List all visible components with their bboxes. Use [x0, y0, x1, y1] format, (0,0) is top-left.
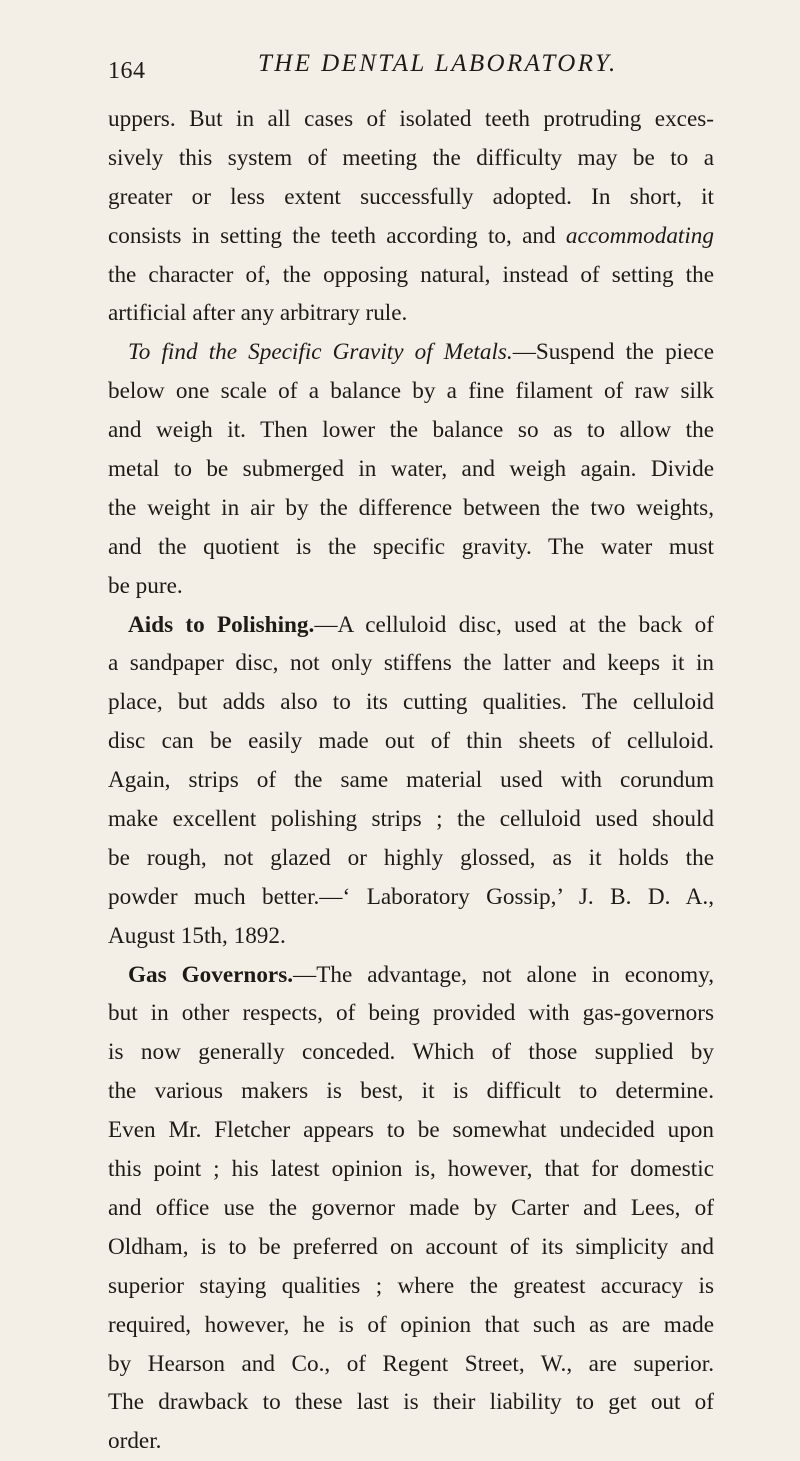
text-line: August 15th, 1892. — [108, 922, 286, 949]
text-line: metal to be submerged in water, and weigh again. Divide — [108, 456, 714, 483]
text-line: be rough, not glazed or highly glossed, as it holds the — [108, 844, 714, 871]
text-line — [108, 333, 714, 372]
section-heading-specific-gravity: To find the Specific Gravity of Metals. — [128, 339, 513, 366]
section-heading-aids-to-polishing: Aids to Polishing. — [128, 611, 315, 638]
text-line: a sandpaper disc, not only stiffens the latter and keeps it in — [108, 650, 714, 677]
text-line: Oldham, is to be preferred on account of its simplicity and — [108, 1233, 714, 1260]
text-line: uppers. But in all cases of isolated teeth protruding exces- — [108, 106, 714, 132]
text-line — [108, 956, 714, 995]
page-header — [108, 50, 714, 84]
text-run: —The advantage, not alone in economy, — [293, 961, 715, 988]
text-line: Again, strips of the same material used with corundum — [108, 767, 714, 794]
text-line: sively this system of meeting the difficulty may be to a — [108, 144, 714, 171]
text-line: Even Mr. Fletcher appears to be somewhat undecided upon — [108, 1117, 714, 1144]
text-line — [108, 217, 714, 256]
body-text — [108, 100, 714, 1461]
text-line: order. — [108, 1428, 162, 1455]
text-line: the weight in air by the difference between the two weights, — [108, 494, 714, 521]
text-run: consists in setting the teeth according to, and — [108, 222, 566, 249]
text-line: and the quotient is the specific gravity. The water must — [108, 533, 714, 560]
text-line: and weigh it. Then lower the balance so as to allow the — [108, 417, 714, 444]
running-title: THE DENTAL LABORATORY. — [258, 50, 618, 77]
text-line: by Hearson and Co., of Regent Street, W., are superior. — [108, 1350, 714, 1377]
text-line: greater or less extent successfully adopted. In short, it — [108, 183, 714, 210]
text-line: place, but adds also to its cutting qualities. The celluloid — [108, 689, 714, 716]
text-line: disc can be easily made out of thin sheets of celluloid. — [108, 728, 714, 755]
text-line: but in other respects, of being provided with gas-governors — [108, 1000, 714, 1027]
section-heading-gas-governors: Gas Governors. — [128, 961, 294, 988]
text-line: below one scale of a balance by a fine filament of raw silk — [108, 378, 714, 405]
text-line: be pure. — [108, 572, 183, 599]
text-line: make excellent polishing strips ; the celluloid used should — [108, 806, 714, 833]
text-line: the character of, the opposing natural, instead of setting the — [108, 261, 714, 288]
text-line: required, however, he is of opinion that such as are made — [108, 1311, 714, 1338]
text-line: the various makers is best, it is difficult to determine. — [108, 1078, 714, 1105]
text-line: superior staying qualities ; where the greatest accuracy is — [108, 1272, 714, 1299]
text-line: is now generally conceded. Which of those supplied by — [108, 1039, 714, 1066]
text-line: this point ; his latest opinion is, however, that for domestic — [108, 1156, 714, 1183]
text-run: —A celluloid disc, used at the back of — [314, 611, 714, 638]
page-number: 164 — [108, 58, 146, 84]
text-line: and office use the governor made by Carter and Lees, of — [108, 1194, 714, 1221]
text-line: powder much better.—‘ Laboratory Gossip,’ J. B. D. A., — [108, 883, 714, 910]
text-run: —Suspend the piece — [512, 339, 714, 366]
text-line — [108, 606, 714, 645]
emphasized-word: accommodating — [565, 222, 714, 249]
text-line: artificial after any arbitrary rule. — [108, 300, 408, 327]
text-line: The drawback to these last is their liability to get out of — [108, 1389, 714, 1416]
